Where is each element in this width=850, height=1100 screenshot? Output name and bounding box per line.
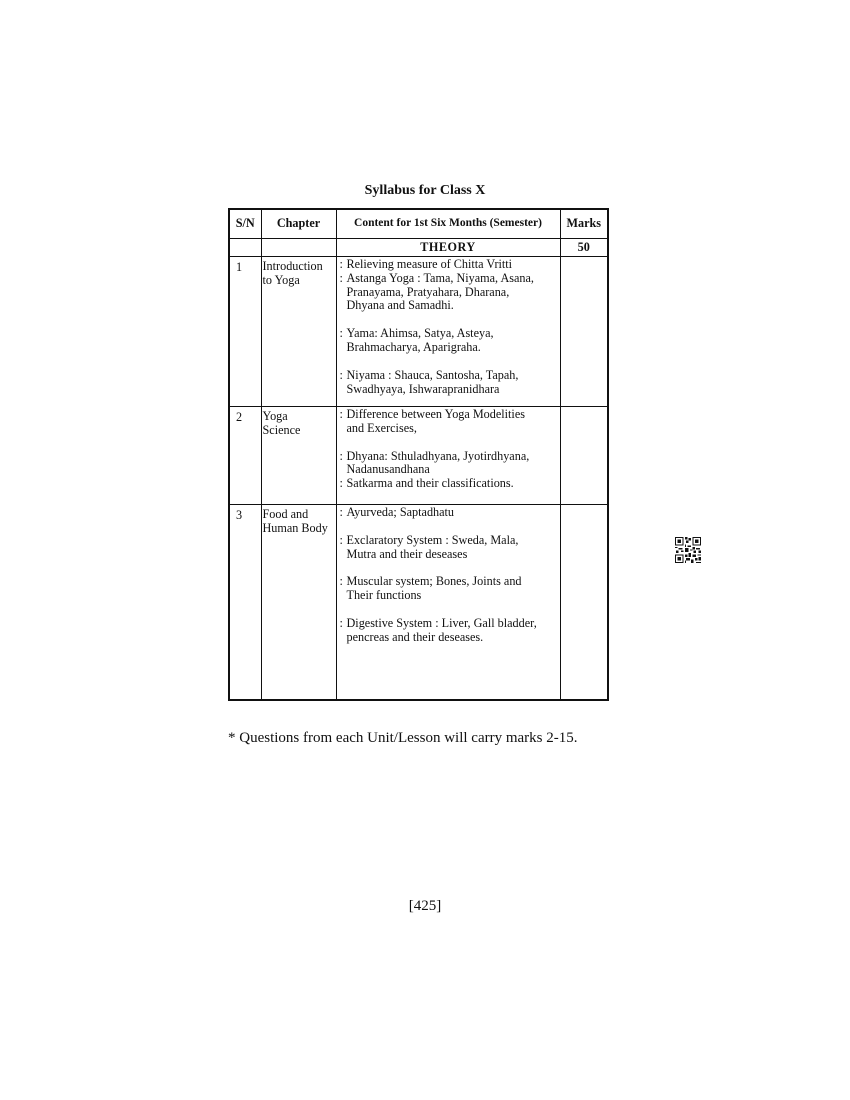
- row-content: : Difference between Yoga Modelities and Exercises, : Dhyana: Sthuladhyana, Jyotirdhyana, Nadanusandhana : Satkarma and their classifications.: [336, 407, 560, 505]
- footnote: * Questions from each Unit/Lesson will carry marks 2-15.: [228, 730, 578, 746]
- content-line: Brahmacharya, Aparigraha.: [346, 339, 481, 354]
- row-sn: 2: [229, 407, 261, 505]
- header-chapter: Chapter: [261, 209, 336, 239]
- row-marks: [560, 257, 608, 407]
- chapter-line: to Yoga: [262, 272, 300, 287]
- chapter-line: Food and: [262, 507, 309, 521]
- header-marks: Marks: [560, 209, 608, 239]
- content-line: Digestive System : Liver, Gall bladder,: [346, 615, 537, 630]
- content-line: Nadanusandhana: [346, 462, 430, 477]
- content-line: Difference between Yoga Modelities: [346, 407, 525, 421]
- chapter-line: Human Body: [262, 520, 328, 535]
- chapter-line: Yoga: [262, 409, 288, 423]
- content-line: pencreas and their deseases.: [346, 629, 484, 644]
- row-content: : Relieving measure of Chitta Vritti : Astanga Yoga : Tama, Niyama, Asana, Pranayama, Pratyahara, Dharana, Dhyana and Samadhi. : Yama: Ahimsa, Satya, Asteya, Brahmacharya, Aparigraha. : Niyama : Shauca, Santosha, Tapah, Swadhyaya, Ishwarapranidhara: [336, 257, 560, 407]
- table-row: [229, 257, 608, 407]
- syllabus-table: [228, 208, 609, 701]
- table-row: [229, 505, 608, 701]
- content-line: and Exercises,: [346, 420, 417, 435]
- content-line: Dhyana: Sthuladhyana, Jyotirdhyana,: [346, 448, 530, 463]
- content-line: Niyama : Shauca, Santosha, Tapah,: [346, 367, 519, 382]
- content-line: Ayurveda; Saptadhatu: [346, 505, 455, 519]
- content-line: Dhyana and Samadhi.: [346, 298, 454, 313]
- page-title: Syllabus for Class X: [364, 183, 486, 198]
- table-row: [229, 407, 608, 505]
- content-line: Swadhyaya, Ishwarapranidhara: [346, 381, 500, 396]
- theory-label: THEORY: [336, 239, 560, 257]
- chapter-line: Science: [262, 422, 301, 437]
- content-line: Their functions: [346, 588, 422, 603]
- table-header-row: [229, 209, 608, 239]
- content-line: Muscular system; Bones, Joints and: [346, 574, 522, 589]
- header-sn: S/N: [229, 209, 261, 239]
- row-content: : Ayurveda; Saptadhatu : Exclaratory System : Sweda, Mala, Mutra and their deseases : Muscular system; Bones, Joints and Their functions : Digestive System : Liver, Gall bladder, pencreas and their deseases.: [336, 505, 560, 701]
- content-line: Astanga Yoga : Tama, Niyama, Asana,: [346, 270, 534, 285]
- row-chapter: [261, 505, 336, 701]
- content-line: Exclaratory System : Sweda, Mala,: [346, 532, 519, 547]
- content-line: Yama: Ahimsa, Satya, Asteya,: [346, 326, 494, 341]
- content-line: Mutra and their deseases: [346, 546, 468, 561]
- theory-marks: 50: [560, 239, 608, 257]
- page-number: [425]: [408, 898, 442, 914]
- chapter-line: Introduction: [262, 259, 323, 273]
- row-marks: [560, 407, 608, 505]
- theory-row: [229, 239, 608, 257]
- content-line: Pranayama, Pratyahara, Dharana,: [346, 284, 510, 299]
- row-chapter: [261, 407, 336, 505]
- row-marks: [560, 505, 608, 701]
- content-line: Satkarma and their classifications.: [346, 476, 514, 491]
- row-sn: 3: [229, 505, 261, 701]
- header-content: Content for 1st Six Months (Semester): [336, 209, 560, 239]
- row-sn: 1: [229, 257, 261, 407]
- row-chapter: [261, 257, 336, 407]
- content-line: Relieving measure of Chitta Vritti: [346, 257, 513, 271]
- qr-code-icon: [675, 537, 701, 563]
